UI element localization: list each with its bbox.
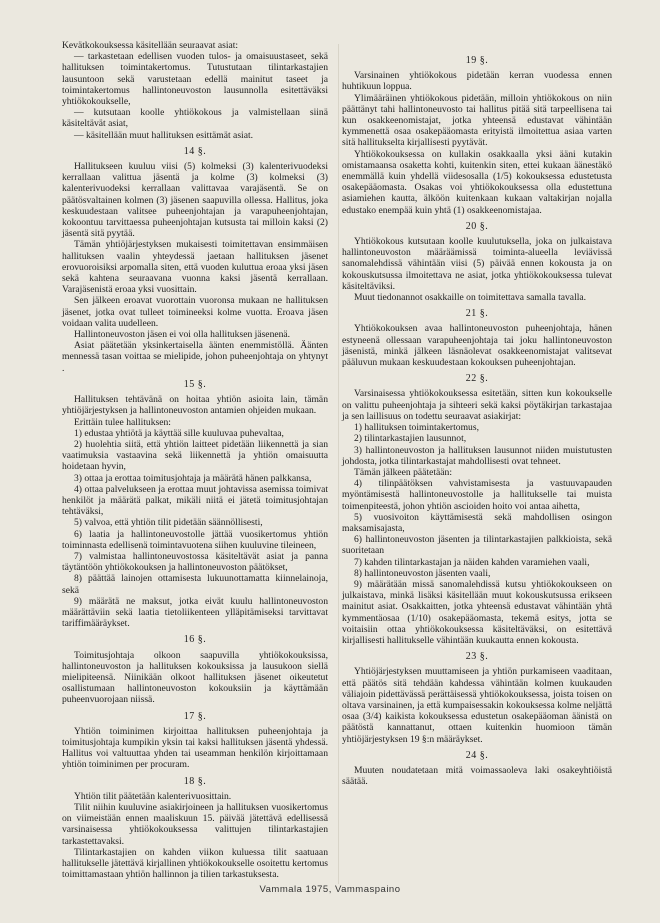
section-16-paragraph: Toimitusjohtaja olkoon saapuvilla yhtiökokouksissa, hallintoneuvoston ja hallituksen kokouksissa ja lausukoon siellä mielipiteensä. Niinikään olkoot hallituksen jäsenet oikeutetut osallistumaan hallintoneuvoston kokouksiin ja käyttämään puheenvuorojaan niissä. [62, 649, 328, 706]
section-15-title: 15 §. [183, 378, 207, 390]
section-17-paragraph: Yhtiön toiminimen kirjoittaa hallituksen puheenjohtaja ja toimitusjohtaja kumpikin yksin tai kaksi hallituksen jäsentä yhdessä. Hallitus voi valtuuttaa yhden tai useamman henkilön kirjoittamaan yhtiön toiminimen per procuram. [62, 725, 328, 771]
section-22-paragraph: Varsinaisessa yhtiökokouksessa esitetään, sitten kun kokoukselle on valittu puheenjohtaja ja sihteeri sekä kaksi pöytäkirjan tarkastajaa ja sen laillisuus on todettu seuraavat asiakirjat: [342, 388, 612, 422]
section-14-paragraph: Hallitukseen kuuluu viisi (5) kolmeksi (3) kalenterivuodeksi kerrallaan valittua jäsentä ja kolme (3) kolmeksi (3) kalenterivuodeksi kerrallaan valittavaa varajäsentä. Se on päätösvaltainen kolmen (3) jäsenen saapuvilla ollessa. Hallitus, joka keskuudestaan valitsee puheenjohtajan ja varapuheenjohtajan, kokoontuu tarvittaessa puheenjohtajan kutsusta tai milloin kaksi (2) jäsentä sitä pyytää. [62, 161, 328, 240]
section-22-item: 7) kahden tilintarkastajan ja näiden kahden varamiehen vaali, [354, 556, 590, 568]
section-15-item: 6) laatia ja hallintoneuvostolle jättää vuosikertomus yhtiön toiminnasta edellisenä toimintavuotena siihen kuuluvine tileineen, [62, 528, 328, 551]
section-20-paragraph: Yhtiökokous kutsutaan koolle kuulutuksella, joka on julkaistava hallintoneuvoston määräämissä toiminta-alueella leviävissä sanomalehdissä vähintään viisi (5) päivää ennen kokousta ja on kokouskutsussa ilmoitettava ne asiat, jotka yhtiökokouksessa tulevat käsiteltäviksi. [342, 236, 612, 292]
section-22-item: 2) tilintarkastajien lausunnot, [354, 433, 467, 445]
section-23-paragraph: Yhtiöjärjestyksen muuttamiseen ja yhtiön purkamiseen vaaditaan, että päätös sitä tehdään kahdessa vähintään kolmen kuukauden väliajoin pidettävässä perättäisessä yhtiökokouksessa, joista toisen on oltava varsinainen, ja että kumpaisessakin kokouksessa kolme neljättä osaa (3/4) kaikista kokouksessa edustetun osakepääoman äänistä on päätöstä kannattanut, ottaen kuitenkin huomioon tämän yhtiöjärjestyksen 19 §:n määräykset. [342, 666, 612, 745]
section-15-item: 8) päättää lainojen ottamisesta lukuunottamatta kiinnelainoja, sekä [62, 573, 328, 596]
printer-footer: Vammala 1975, Vammaspaino [259, 884, 401, 895]
section-14-paragraph: Sen jälkeen eroavat vuorottain vuoronsa mukaan ne hallituksen jäsenet, jotka ovat tulleet toimineeksi kolme vuotta. Eroava jäsen voidaan valita uudelleen. [62, 295, 328, 329]
section-15-item: 1) edustaa yhtiötä ja käyttää sille kuuluvaa puhevaltaa, [74, 427, 284, 439]
section-19-paragraph: Ylimääräinen yhtiökokous pidetään, milloin yhtiökokous on niin päättänyt tahi hallintoneuvosto tai hallitus pitää sitä tarpeellisena tai kun osakkeenomistajat, jotka yhteensä edustavat vähintään kymmenettä osaa osakepääomasta erityistä ilmoitettua asiaa varten sitä hallitukselta kirjallisesti pyytävät. [342, 92, 612, 149]
intro-list [62, 51, 328, 141]
section-22-item: 1) hallituksen toimintakertomus, [354, 422, 479, 434]
intro-item: — tarkastetaan edellisen vuoden tulos- ja omaisuustaseet, sekä hallituksen toimintakertomus. Tutustutaan tilintarkastajien lausuntoon sekä varustetaan edellä mainitut taseet ja toimintakertomus hallintoneuvoston lausunnolla esitettäväksi yhtiökokoukselle, [62, 51, 328, 108]
section-19-paragraph: Varsinainen yhtiökokous pidetään kerran vuodessa ennen huhtikuun loppua. [342, 70, 612, 93]
section-19-title: 19 §. [465, 55, 489, 66]
intro-item: — kutsutaan koolle yhtiökokous ja valmistellaan siinä käsiteltävät asiat, [62, 107, 328, 130]
section-18-paragraph: Yhtiön tilit päätetään kalenterivuosittain. [74, 790, 232, 802]
section-22-item: 6) hallintoneuvoston jäsenten ja tilintarkastajien palkkioista, sekä suoritetaan [342, 534, 612, 557]
right-column [342, 50, 612, 787]
section-22-item: 5) vuosivoiton käyttämisestä sekä mahdollisen osingon maksamisajasta, [342, 511, 612, 534]
section-24-paragraph: Muuten noudatetaan mitä voimassaoleva laki osakeyhtiöistä säätää. [342, 764, 612, 788]
left-column [62, 40, 328, 880]
section-17-title: 17 §. [183, 710, 207, 722]
section-15-item: 5) valvoa, että yhtiön tilit pidetään säännöllisesti, [74, 517, 263, 529]
section-22-item: 3) hallintoneuvoston ja hallituksen lausunnot niiden muistutusten johdosta, jotka tilintarkastajat mahdollisesti ovat tehneet. [342, 444, 612, 467]
section-15-item: 9) määrätä ne maksut, jotka eivät kuulu hallintoneuvoston määrättäviin sekä laatia tietoliikenteen ylläpitämiseksi tarvittavat tariffimääräykset. [62, 595, 328, 630]
section-15-lead: Erittäin tulee hallituksen: [74, 416, 171, 428]
section-14-paragraph: Hallintoneuvoston jäsen ei voi olla hallituksen jäsenenä. [74, 329, 291, 341]
section-18-title: 18 §. [183, 775, 207, 787]
section-18-paragraph: Tilintarkastajien on kahden viikon kuluessa tilit saatuaan hallitukselle jätettävä kirjallinen yhtiökokoukselle osoitettu kertomus toimittamastaan yhtiön hallinnon ja tilien tarkastuksesta. [62, 846, 328, 881]
section-24-title: 24 §. [465, 749, 489, 761]
section-22-title: 22 §. [465, 373, 489, 385]
section-14-paragraph: Asiat päätetään yksinkertaisella äänten enemmistöllä. Äänten mennessä tasan voittaa se mielipide, johon puheenjohtaja on yhtynyt . [62, 340, 328, 374]
section-15-item: 4) ottaa palvelukseen ja erottaa muut johtavissa asemissa toimivat henkilöt ja määrätä palkat, mikäli niitä ei jätetä toimitusjohtajan tehtäväksi, [62, 483, 328, 518]
section-22-item: 8) hallintoneuvoston jäsenten vaali, [354, 567, 491, 579]
section-14-paragraph: Tämän yhtiöjärjestyksen mukaisesti toimitettavan ensimmäisen hallituksen vaalin yhteydessä jaetaan hallituksen jäsenet erovuoroisiksi arpomalla siten, että vuoden kuluttua eroaa yksi jäsen sekä kahtena seuraavana vuonna kaksi jäsentä kerrallaan. Varajäsenistä eroaa yksi vuosittain. [62, 239, 328, 296]
section-22-item: 9) määrätään missä sanomalehdissä kutsu yhtiökokoukseen on julkaistava, minkä lisäksi käsitellään muut kokouskutsussa erikseen mainitut asiat. Osakkaitten, jotka yhteensä edustavat vähintään yhtä kymmentäosaa (1/10) osakepääomasta, tekemä esitys, jotta se voitaisiin ottaa yhtiökokouksessa käsiteltäväksi, on esitettävä kirjallisesti hallitukselle vähintään kuukautta ennen kokousta. [342, 578, 612, 646]
intro-item: — käsitellään muut hallituksen esittämät asiat. [74, 129, 254, 141]
section-15-item: 7) valmistaa hallintoneuvostossa käsiteltävät asiat ja panna täytäntöön yhtiökokouksen ja hallintoneuvoston päätökset, [62, 550, 328, 574]
section-18-paragraph: Tilit niihin kuuluvine asiakirjoineen ja hallituksen vuosikertomus on viimeistään ennen maaliskuun 15. päivää jätettävä edellisessä varsinaisessa yhtiökokouksessa valittujen tilintarkastajien tarkastettavaksi. [62, 802, 328, 847]
section-20-paragraph: Muut tiedonannot osakkaille on toimitettava samalla tavalla. [354, 292, 587, 304]
section-16-title: 16 §. [183, 634, 207, 646]
section-21-paragraph: Yhtiökokouksen avaa hallintoneuvoston puheenjohtaja, hänen estyneenä ollessaan varapuheenjohtaja tai joku hallintoneuvoston jäsenistä, minkä jälkeen läsnäolevat osakkeenomistajat valitsevat pääluvun mukaan keskuudestaan kokouksen puheenjohtajan. [342, 323, 612, 369]
section-23-title: 23 §. [465, 651, 489, 663]
intro-text: Kevätkokouksessa käsitellään seuraavat asiat: [62, 40, 239, 51]
section-14-title: 14 §. [183, 145, 207, 157]
column-divider [338, 44, 339, 884]
section-22-item: 4) tilinpäätöksen vahvistamisesta ja vastuuvapauden myöntämisestä hallintoneuvostolle ja hallitukselle tai muista toimenpiteestä, johon yhtiön ascioiden hoito voi antaa aihetta, [342, 478, 612, 512]
section-20-title: 20 §. [465, 220, 489, 232]
section-19-paragraph: Yhtiökokouksessa on kullakin osakkaalla yksi ääni kutakin omistamaansa osaketta kohti, kuitenkin siten, ettei kukaan äänestäkö enemmällä kuin yhdellä viidesosalla (1/5) kokouksessa edustetusta osakepääomasta. Osakas voi yhtiökokouksessa olla edustettuna asiamiehen kautta, älköön kuitenkaan kukaan valtakirjan nojalla edustako enempää kuin yhtä (1) osakkeenomistajaa. [342, 148, 612, 216]
section-15-intro: Hallituksen tehtävänä on hoitaa yhtiön asioita lain, tämän yhtiöjärjestyksen ja hallintoneuvoston antamien ohjeiden mukaan. [62, 394, 328, 417]
section-15-item: 3) ottaa ja erottaa toimitusjohtaja ja määrätä hänen palkkansa, [74, 472, 312, 484]
section-21-title: 21 §. [465, 308, 489, 320]
section-22-after: Tämän jälkeen päätetään: [354, 466, 453, 478]
section-15-item: 2) huolehtia siitä, että yhtiön laitteet pidetään liikennettä ja sian vaatimuksia vastaavina sekä liikennettä ja yhtiön omaisuutta hoidetaan hyvin, [62, 438, 328, 473]
